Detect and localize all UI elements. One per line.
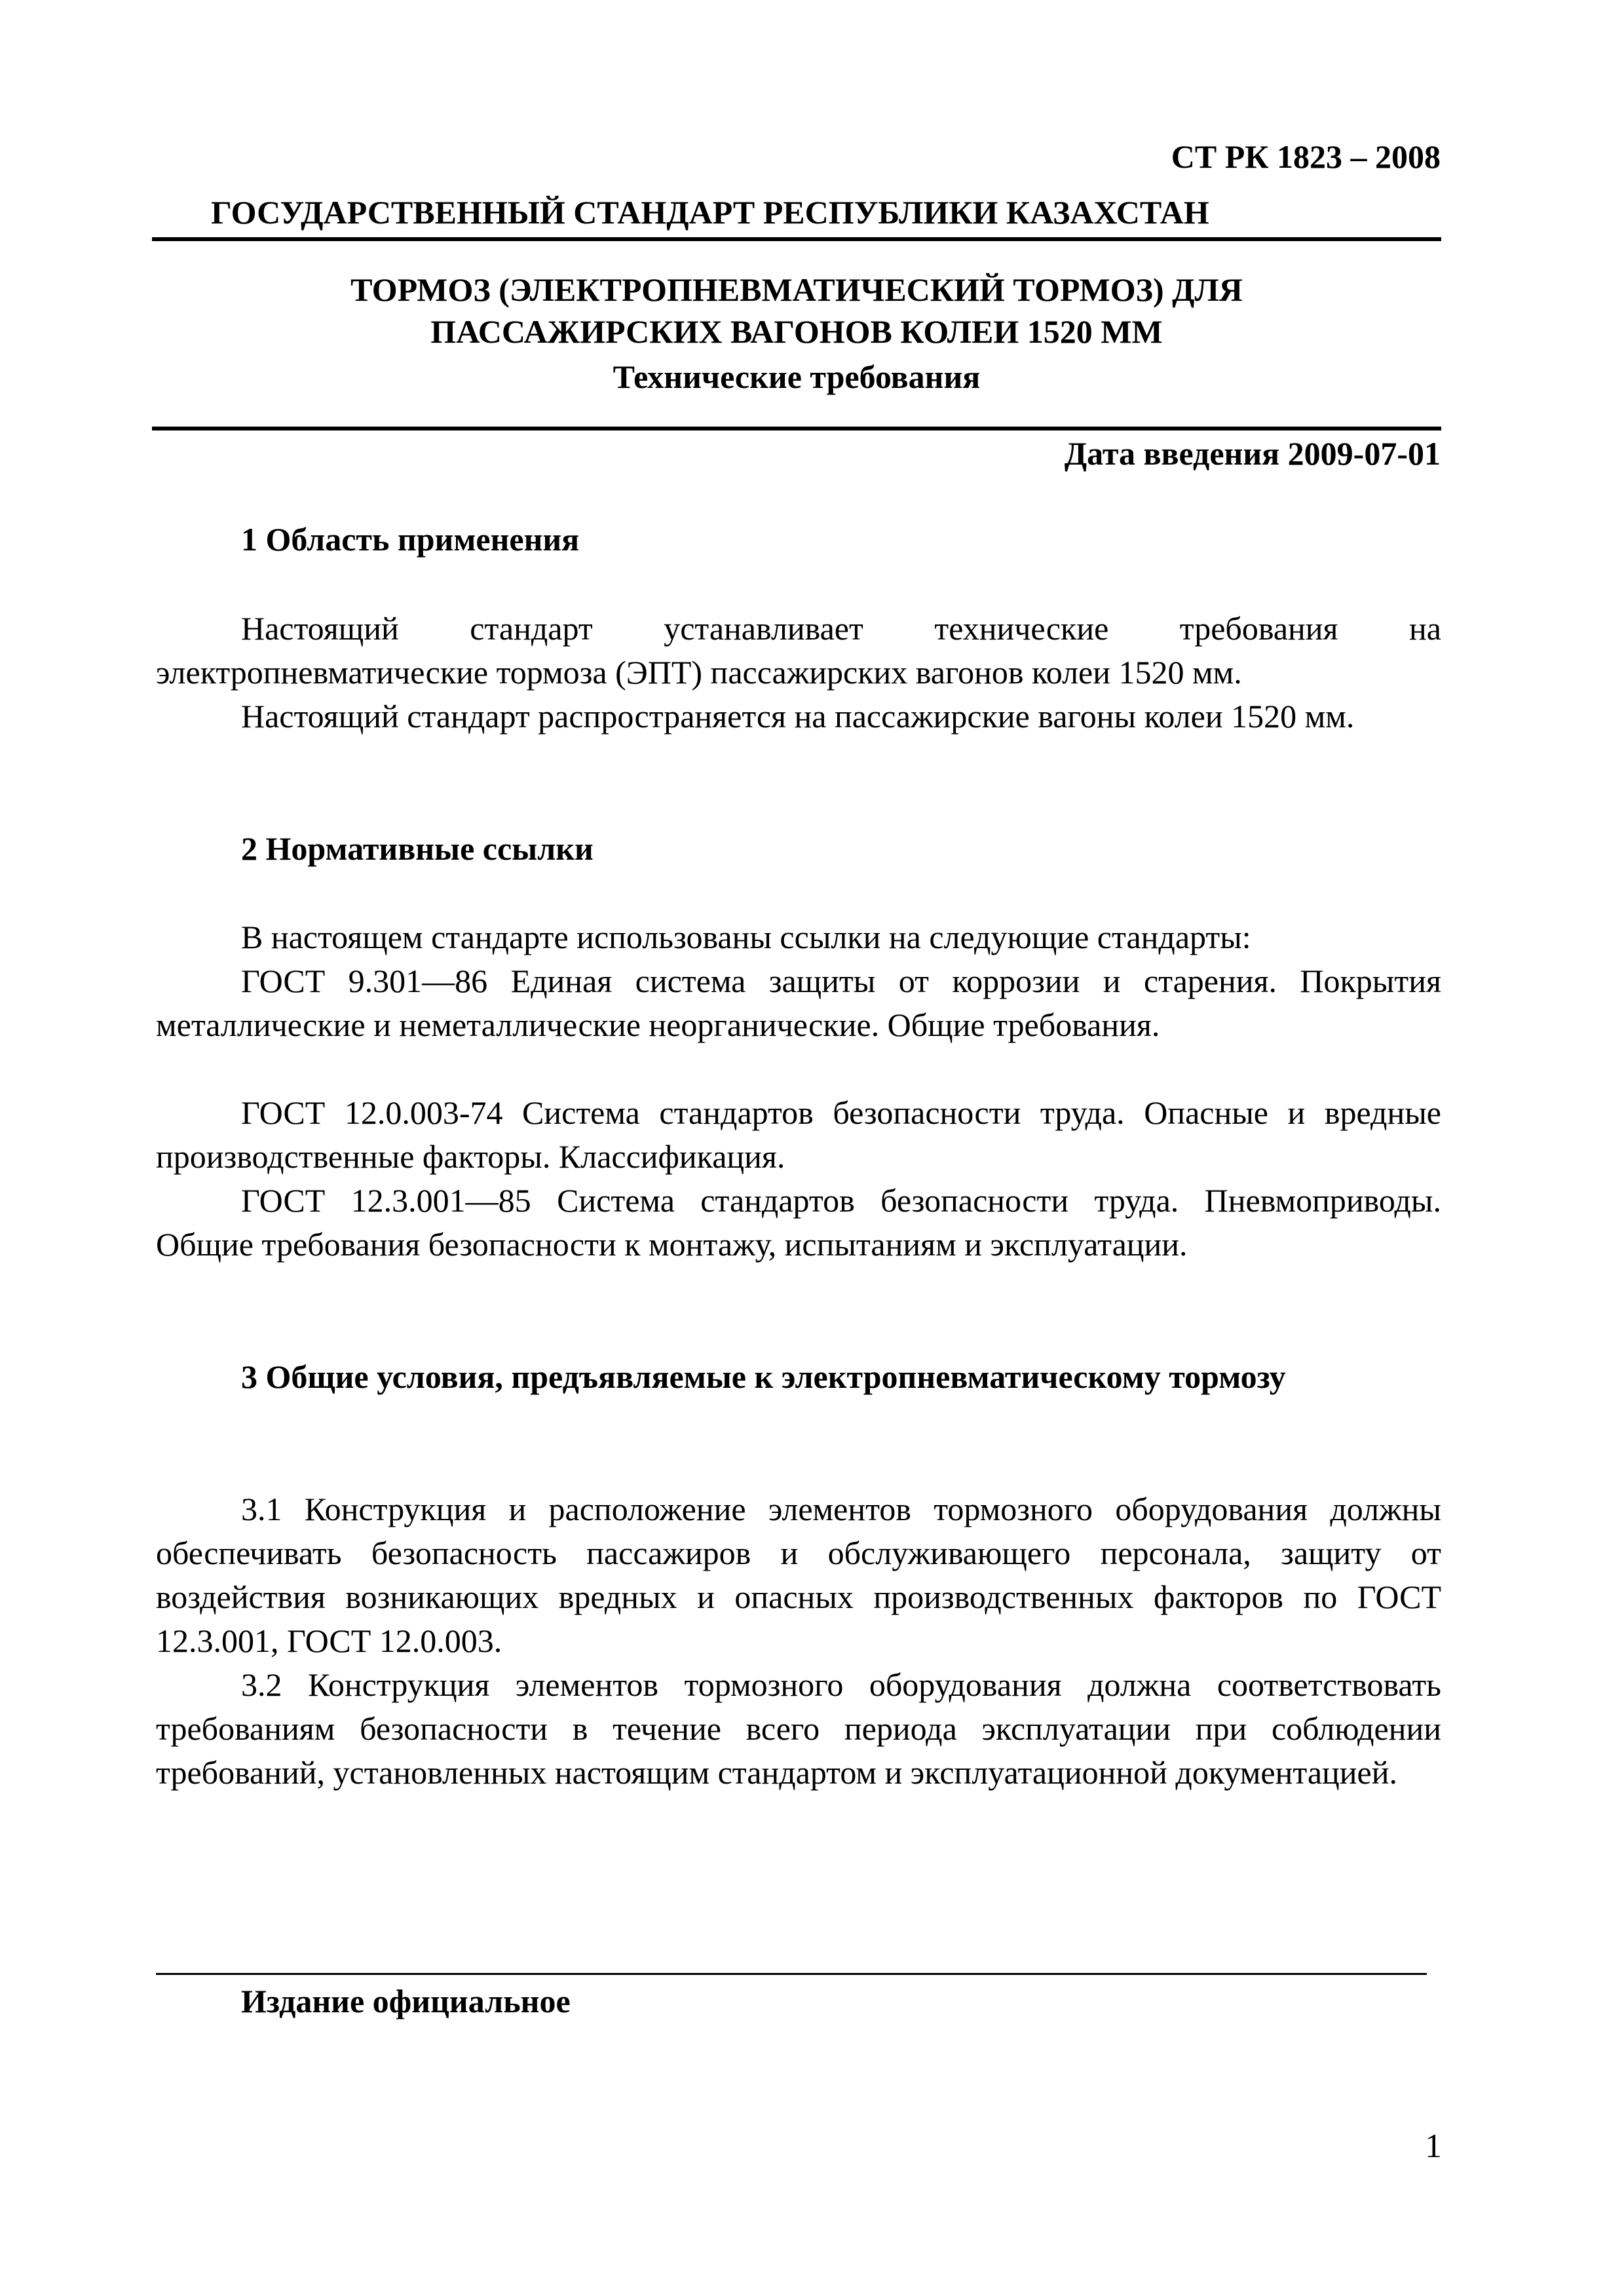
section-2-paragraph-1: В настоящем стандарте использованы ссылки на следующие стандарты:	[241, 919, 1251, 955]
title-line-2: ПАССАЖИРСКИХ ВАГОНОВ КОЛЕИ 1520 ММ	[430, 313, 1163, 350]
section-3-heading: 3 Общие условия, предъявляемые к электропневматическому тормозу	[241, 1358, 1286, 1395]
section-1-paragraph-1: Настоящий стандарт устанавливает технические требования на электропневматические тормоза (ЭПТ) пассажирских вагонов колеи 1520 мм.	[156, 610, 1441, 691]
header-rule	[152, 237, 1441, 241]
section-2-paragraph-4: ГОСТ 12.3.001—85 Система стандартов безопасности труда. Пневмоприводы. Общие требования безопасности к монтажу, испытаниям и эксплуатации.	[156, 1182, 1441, 1263]
subtitle: Технические требования	[613, 358, 981, 395]
section-3-paragraph-2: 3.2 Конструкция элементов тормозного оборудования должна соответствовать требованиям безопасности в течение всего периода эксплуатации при соблюдении требований, установленных настоящим стандартом и эксплуатационной документацией.	[156, 1666, 1441, 1791]
title-line-1: ТОРМОЗ (ЭЛЕКТРОПНЕВМАТИЧЕСКИЙ ТОРМОЗ) ДЛЯ	[350, 271, 1243, 308]
title-rule	[152, 427, 1441, 430]
section-3-paragraph-1: 3.1 Конструкция и расположение элементов тормозного оборудования должны обеспечивать безопасность пассажиров и обслуживающего персонала, защиту от воздействия возникающих вредных и опасных производственных факторов по ГОСТ 12.3.001, ГОСТ 12.0.003.	[156, 1491, 1441, 1659]
introduction-date: Дата введения 2009-07-01	[1064, 435, 1441, 472]
page-number: 1	[1425, 2128, 1442, 2165]
footer-rule	[156, 1973, 1427, 1975]
official-edition-note: Издание официальное	[241, 1983, 571, 2019]
section-1-heading: 1 Область применения	[241, 521, 580, 558]
section-2-heading: 2 Нормативные ссылки	[241, 830, 594, 867]
document-code: СТ РК 1823 – 2008	[1171, 138, 1441, 175]
state-standard-heading: ГОСУДАРСТВЕННЫЙ СТАНДАРТ РЕСПУБЛИКИ КАЗАХСТАН	[211, 194, 1209, 231]
section-1-paragraph-2: Настоящий стандарт распространяется на пассажирские вагоны колеи 1520 мм.	[241, 698, 1355, 735]
section-2-paragraph-2: ГОСТ 9.301—86 Единая система защиты от коррозии и старения. Покрытия металлические и неметаллические неорганические. Общие требования.	[156, 963, 1441, 1043]
section-2-paragraph-3: ГОСТ 12.0.003-74 Система стандартов безопасности труда. Опасные и вредные производственные факторы. Классификация.	[156, 1094, 1441, 1175]
